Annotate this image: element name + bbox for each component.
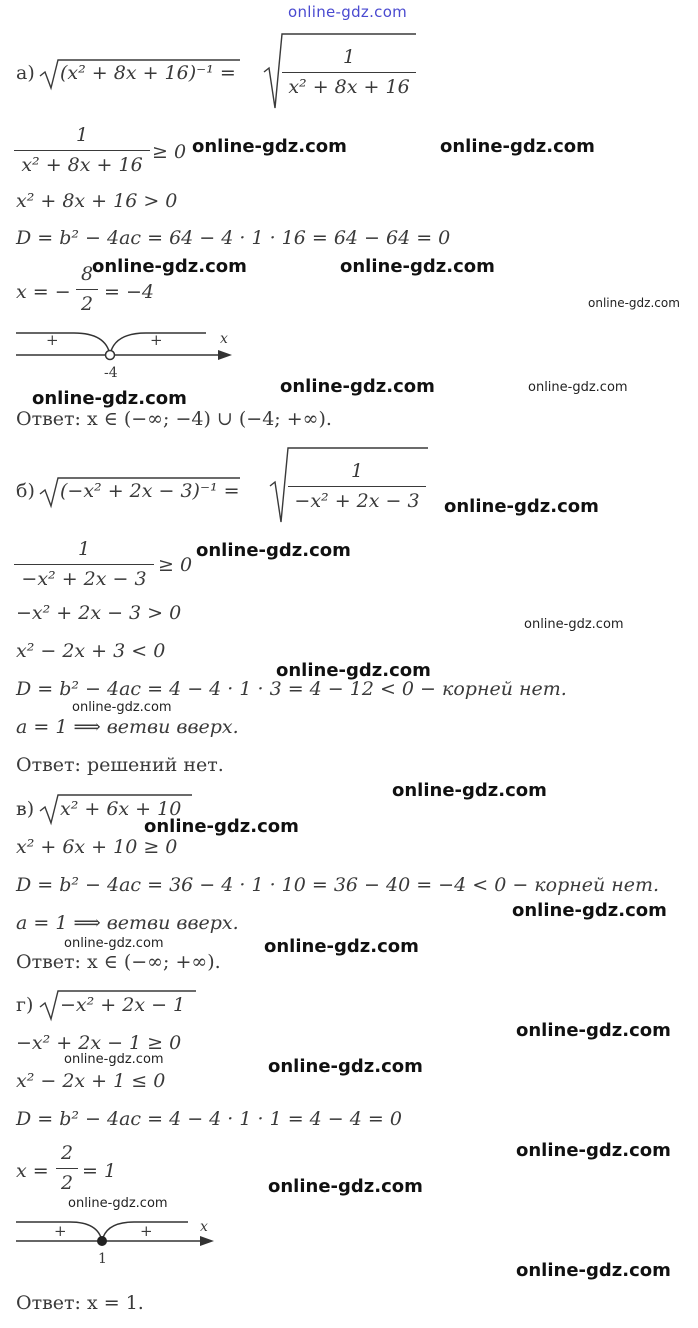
part-b-ineq-denominator: −x² + 2x − 3 [21,568,147,590]
watermark: online-gdz.com [444,496,599,517]
part-v-radicand: x² + 6x + 10 [60,798,182,820]
part-a-root-numerator: 8 [80,263,94,285]
part-g-root-lhs: x = [16,1160,49,1182]
part-a-root-rhs: = −4 [104,281,154,303]
part-a-ineq-numerator: 1 [75,124,89,146]
watermark: online-gdz.com [588,296,680,310]
part-g-line2: −x² + 2x − 1 ≥ 0 [16,1032,182,1054]
watermark: online-gdz.com [512,900,667,921]
watermark: online-gdz.com [524,617,624,632]
watermark: online-gdz.com [192,136,347,157]
part-a-ineq-fraction [14,124,150,176]
part-a-root-denominator: 2 [80,293,94,315]
watermark: online-gdz.com [516,1020,671,1041]
watermark: online-gdz.com [392,780,547,801]
part-v-label: в) [16,798,35,820]
part-a-sign-left: + [46,331,59,349]
watermark: online-gdz.com [280,376,435,397]
part-v-answer: Ответ: x ∈ (−∞; +∞). [16,951,221,973]
part-b-line5: a = 1 ⟹ ветви вверх. [16,716,239,738]
part-a-rhs-numerator: 1 [342,46,356,68]
part-b-label: б) [16,480,35,502]
part-g-discriminant: D = b² − 4ac = 4 − 4 · 1 · 1 = 4 − 4 = 0 [16,1108,402,1130]
part-a-answer: Ответ: x ∈ (−∞; −4) ∪ (−4; +∞). [16,408,332,430]
watermark: online-gdz.com [264,936,419,957]
part-a-rhs-denominator: x² + 8x + 16 [288,76,410,98]
part-v-line4: a = 1 ⟹ ветви вверх. [16,912,239,934]
watermark: online-gdz.com [268,1176,423,1197]
part-a-ineq-rhs: ≥ 0 [152,141,187,163]
part-a-sign-right: + [150,331,163,349]
watermark: online-gdz.com [440,136,595,157]
part-a-line2: x² + 8x + 16 > 0 [16,190,178,212]
part-b-rhs-numerator: 1 [350,460,364,482]
watermark: online-gdz.com [528,380,628,395]
part-b-ineq-fraction [14,538,154,590]
part-a-axis-point-label: -4 [104,365,118,381]
part-b-answer: Ответ: решений нет. [16,754,224,776]
part-a-discriminant: D = b² − 4ac = 64 − 4 · 1 · 16 = 64 − 64 = 0 [16,227,451,249]
part-a-axis-x-label: x [220,331,228,347]
part-b-radicand: (−x² + 2x − 3)⁻¹ = [60,480,240,502]
part-g-root-denominator: 2 [60,1172,74,1194]
part-b-discriminant: D = b² − 4ac = 4 − 4 · 1 · 3 = 4 − 12 < 0 − корней нет. [16,678,567,700]
part-g-line3: x² − 2x + 1 ≤ 0 [16,1070,166,1092]
watermark: online-gdz.com [516,1140,671,1161]
watermark: online-gdz.com [516,1260,671,1281]
watermark: online-gdz.com [92,256,247,277]
part-g-root-rhs: = 1 [82,1160,117,1182]
part-g-answer: Ответ: x = 1. [16,1292,144,1314]
part-b-ineq-rhs: ≥ 0 [158,554,193,576]
part-g-radicand: −x² + 2x − 1 [60,994,186,1016]
part-g-number-line [14,1218,218,1252]
part-b-line2: −x² + 2x − 3 > 0 [16,602,182,624]
part-b-line3: x² − 2x + 3 < 0 [16,640,166,662]
watermark: online-gdz.com [64,936,164,951]
part-g-root-fraction [56,1142,78,1194]
part-g-axis-point-label: 1 [98,1251,107,1267]
watermark: online-gdz.com [268,1056,423,1077]
part-g-label: г) [16,994,34,1016]
watermark: online-gdz.com [276,660,431,681]
watermark: online-gdz.com [144,816,299,837]
watermark: online-gdz.com [196,540,351,561]
part-g-sign-left: + [54,1222,67,1240]
watermark: online-gdz.com [68,1196,168,1211]
part-g-sign-right: + [140,1222,153,1240]
watermark-top: online-gdz.com [288,3,408,21]
part-g-root-numerator: 2 [60,1142,74,1164]
watermark: online-gdz.com [72,700,172,715]
part-v-line2: x² + 6x + 10 ≥ 0 [16,836,178,858]
part-b-ineq-numerator: 1 [77,538,91,560]
part-g-axis-x-label: x [200,1219,208,1235]
part-a-rhs-fraction [282,46,416,98]
part-v-discriminant: D = b² − 4ac = 36 − 4 · 1 · 10 = 36 − 40 = −4 < 0 − корней нет. [16,874,660,896]
part-a-root-lhs: x = − [16,281,71,303]
part-a-ineq-denominator: x² + 8x + 16 [21,154,143,176]
part-b-rhs-denominator: −x² + 2x − 3 [294,490,420,512]
watermark: online-gdz.com [64,1052,164,1067]
watermark: online-gdz.com [32,388,187,409]
part-a-label: а) [16,62,35,84]
part-b-rhs-fraction [288,460,426,512]
part-a-radicand: (x² + 8x + 16)⁻¹ = [60,62,236,84]
watermark: online-gdz.com [340,256,495,277]
